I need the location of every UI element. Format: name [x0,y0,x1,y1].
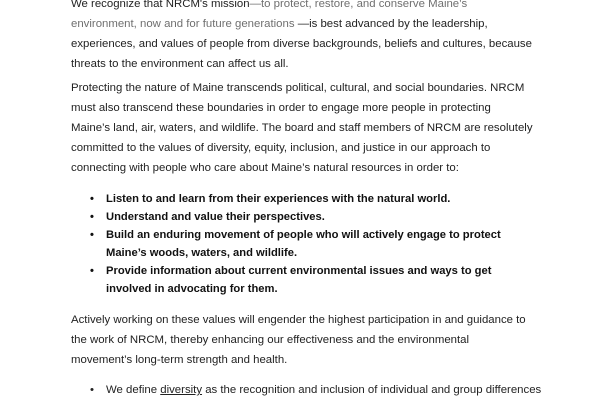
list-item: • Listen to and learn from their experiences with the natural world. [90,190,530,208]
mission-statement: —to protect, restore, and conserve Maine’s environment, now and for future generations [71,0,468,30]
bullet-icon: • [90,211,94,223]
term-diversity: diversity [160,384,203,396]
bullet-icon: • [90,229,94,241]
mission-lead: We recognize that NRCM's mission [71,0,250,10]
mission-paragraph [71,0,533,74]
mission-rest: —is best advanced by the leadership, experiences, and values of people from diverse backgrounds, beliefs and cultures, because threats to the environment can affect us all. [71,18,532,70]
values-paragraph: Actively working on these values will engender the highest participation in and guidance to the work of NRCM, thereby enhancing our effectiveness and the environmental movement’s long-term strength and health. [71,314,526,366]
list-item: • Understand and value their perspectives. [90,208,530,226]
commitment-list [90,190,530,298]
bullet-icon: • [90,265,94,277]
list-item: • Provide information about current environmental issues and ways to get involved in advocating for them. [90,262,530,298]
diversity-definition: • We define diversity as the recognition and inclusion of individual and group differences [90,380,560,400]
bullet-icon: • [90,384,94,396]
list-item: • Build an enduring movement of people who will actively engage to protect Maine’s woods, waters, and wildlife. [90,226,530,262]
transcends-paragraph: Protecting the nature of Maine transcends political, cultural, and social boundaries. NRCM must also transcend these boundaries in order to engage more people in protecting Maine’s land, air, waters, and wildlife. The board and staff members of NRCM are resolutely committed to the values of diversity, equity, inclusion, and justice in our approach to connecting with people who care about Maine’s natural resources in order to: [71,82,533,174]
bullet-icon: • [90,193,94,205]
